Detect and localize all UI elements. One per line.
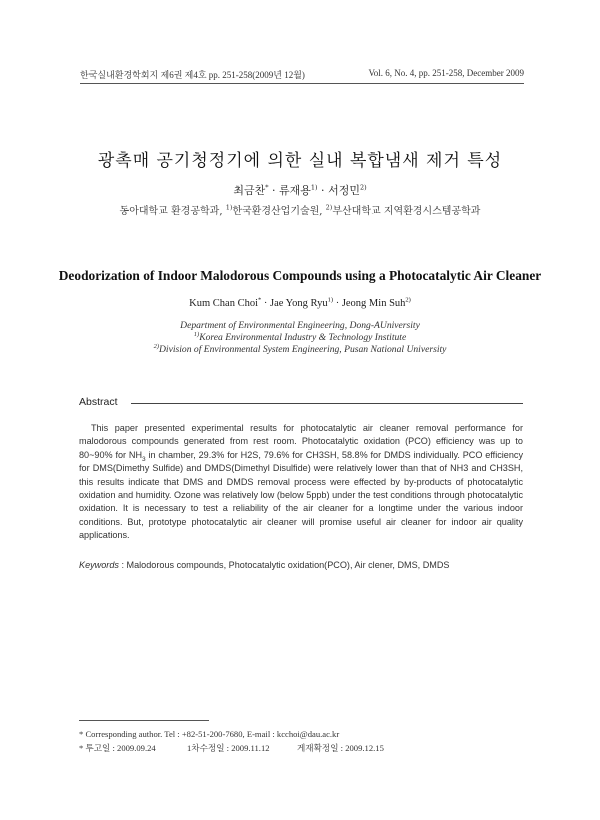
subscript: 3 <box>142 455 146 463</box>
author-separator: · <box>333 298 342 309</box>
corresponding-author-footnote: * Corresponding author. Tel : +82-51-200-7680, E-mail : kcchoi@dau.ac.kr <box>79 729 340 739</box>
author-mark: 2) <box>405 296 411 304</box>
revised-date: 1차수정일 : 2009.11.12 <box>187 743 270 753</box>
affiliation: 한국환경산업기술원, <box>232 206 326 217</box>
journal-header-korean: 한국실내환경학회지 제6권 제4호 pp. 251-258(2009년 12월) <box>80 70 305 80</box>
author-mark: 1) <box>310 183 318 192</box>
header-divider <box>80 83 524 84</box>
abstract-label: Abstract <box>79 396 121 408</box>
author-mark: * <box>265 183 269 192</box>
korean-authors <box>0 182 600 198</box>
english-affiliation-3 <box>0 344 600 355</box>
dates-footnote <box>79 742 384 754</box>
abstract-text <box>79 422 523 543</box>
author-name: 서정민 <box>328 184 360 197</box>
keywords <box>79 560 523 570</box>
abstract-rule <box>131 403 523 404</box>
author-mark: 2) <box>359 183 367 192</box>
korean-title: 광촉매 공기청정기에 의한 실내 복합냄새 제거 특성 <box>97 151 503 171</box>
keywords-list: Malodorous compounds, Photocatalytic oxidation(PCO), Air clener, DMS, DMDS <box>126 560 450 570</box>
author-name: Jeong Min Suh <box>341 298 406 309</box>
author-name: Jae Yong Ryu <box>270 298 328 309</box>
affiliation-mark: 2) <box>325 203 333 212</box>
affiliation: 부산대학교 지역환경시스템공학과 <box>332 206 481 217</box>
author-name: Kum Chan Choi <box>189 298 258 309</box>
footnote-divider <box>79 720 209 721</box>
author-name: 류재용 <box>279 184 311 197</box>
affiliation: 동아대학교 환경공학과, <box>119 206 226 217</box>
author-separator: · <box>268 184 279 197</box>
author-name: 최금찬 <box>233 184 266 197</box>
keywords-label: Keywords <box>79 560 119 570</box>
author-mark: * <box>258 296 262 304</box>
received-date: * 투고일 : 2009.09.24 <box>79 743 156 753</box>
running-header <box>80 68 524 82</box>
affiliation: Division of Environmental System Engineering, Pusan National University <box>159 344 447 355</box>
abstract-heading <box>79 396 523 410</box>
author-separator: · <box>261 298 270 309</box>
affiliation: Korea Environmental Industry & Technology Institute <box>199 332 407 343</box>
author-separator: · <box>317 184 329 197</box>
english-affiliation-1: Department of Environmental Engineering, Dong-AUniversity <box>180 320 420 331</box>
abstract-part: in chamber, 29.3% for H2S, 79.6% for CH3SH, 58.8% for DMDS individually. PCO efficiency for DMS(Dimethy Sulfide) and DMDS(Dimethyl Disulfide) were relatively lower than that of NH3 and CH3SH, this results indicate that DMS and DMDS removal process were effected by by-products of photocatalytic oxidation and humidity. Ozone was relatively low (below 5ppb) under the test conditions through photocatalytic oxidation. It is necessary to test a reliability of the air cleaner for a longtime under the various indoor conditions. But, prototype photocatalytic air cleaner will promise useful air cleaner for indoor air quality applications. <box>79 449 523 541</box>
abstract-part: This paper presented experimental results for photocatalytic air cleaner removal performance for malodorous compounds generated from rest room. Photocatalytic oxidation (PCO) efficiency was up to 80~90% for NH <box>79 423 523 460</box>
english-affiliation-2 <box>0 332 600 343</box>
korean-affiliations <box>0 202 600 217</box>
affiliation-mark: 2) <box>153 342 159 350</box>
keywords-colon: : <box>118 560 127 570</box>
affiliation-mark: 1) <box>193 330 200 338</box>
english-title: Deodorization of Indoor Malodorous Compounds using a Photocatalytic Air Cleaner <box>58 268 542 283</box>
english-authors <box>0 298 600 309</box>
journal-header-english: Vol. 6, No. 4, pp. 251-258, December 2009 <box>368 68 524 78</box>
affiliation-mark: 1) <box>225 203 233 212</box>
author-mark: 1) <box>327 296 334 304</box>
accepted-date: 게재확정일 : 2009.12.15 <box>297 743 384 753</box>
